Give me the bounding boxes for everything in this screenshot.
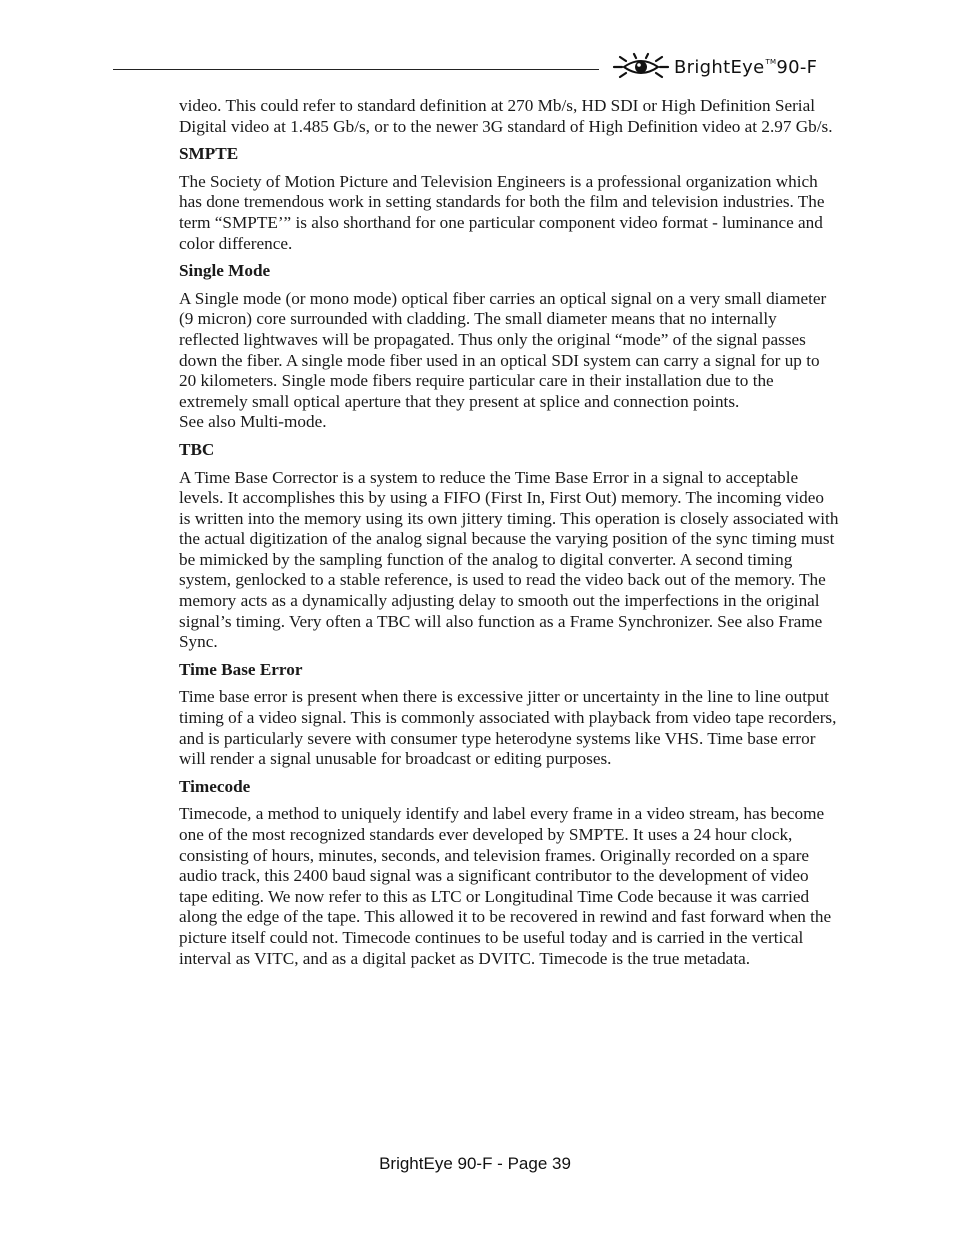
eye-sun-icon xyxy=(612,52,670,82)
term-heading-tbc: TBC xyxy=(179,439,215,459)
header-rule xyxy=(113,69,599,70)
paragraph: video. This could refer to standard definition at 270 Mb/s, HD SDI or High Definition Serial Digital video at 1.485 Gb/s, or to the newer 3G standard of High Definition video at 2.97 Gb/s. xyxy=(179,96,833,136)
glossary-content xyxy=(179,96,839,969)
paragraph: See also Multi-mode. xyxy=(179,412,327,432)
paragraph: A Time Base Corrector is a system to reduce the Time Base Error in a signal to acceptable levels. It accomplishes this by using a FIFO (First In, First Out) memory. The incoming video is written into the memory using its own jittery timing. This operation is closely associated with the actual digitization of the analog signal because the varying position of the sync timing must be mimicked by the sampling function of the analog to digital converter. A second timing system, genlocked to a stable reference, is used to read the video back out of the memory. The memory acts as a dynamically adjusting delay to smooth out the imperfections in the original signal’s timing. Very often a TBC will also function as a Frame Synchronizer. See also Frame Sync. xyxy=(179,467,839,652)
paragraph: The Society of Motion Picture and Television Engineers is a professional organization which has done tremendous work in setting standards for both the film and television industries. The term “SMPTE’” is also shorthand for one particular component video format - luminance and color difference. xyxy=(179,171,825,253)
paragraph: Timecode, a method to uniquely identify and label every frame in a video stream, has become one of the most recognized standards ever developed by SMPTE. It uses a 24 hour clock, consisting of hours, minutes, seconds, and television frames. Originally recorded on a spare audio track, this 2400 baud signal was a significant contributor to the development of video tape editing. We now refer to this as LTC or Longitudinal Time Code because it was carried along the edge of the tape. This allowed it to be recovered in rewind and fast forward when the picture itself could not. Timecode continues to be useful today and is carried in the vertical interval as VITC, and as a digital packet as DVITC. Timecode is the true metadata. xyxy=(179,804,832,968)
paragraph: A Single mode (or mono mode) optical fiber carries an optical signal on a very small diameter (9 micron) core surrounded with cladding. The small diameter means that no internally reflected lightwaves will be propagated. Thus only the original “mode” of the signal passes down the fiber. A single mode fiber used in an optical SDI system can carry a signal for up to 20 kilometers. Single mode fibers require particular care in their installation due to the extremely small optical aperture that they present at splice and connection points. xyxy=(179,288,827,411)
logo-wordmark xyxy=(674,57,817,78)
logo-trademark: TM xyxy=(765,57,777,66)
page-footer xyxy=(0,1154,954,1174)
page-number-label: BrightEye 90-F - Page 39 xyxy=(379,1154,571,1173)
term-heading-time-base-error: Time Base Error xyxy=(179,659,303,679)
term-heading-smpte: SMPTE xyxy=(179,144,239,164)
logo-brand: BrightEye xyxy=(674,56,765,78)
term-heading-timecode: Timecode xyxy=(179,776,251,796)
logo-model: 90-F xyxy=(776,56,818,78)
paragraph: Time base error is present when there is excessive jitter or uncertainty in the line to line output timing of a video signal. This is commonly associated with playback from video tape recorders, and is particularly severe with consumer type heterodyne systems like VHS. Time base error will render a signal unusable for broadcast or editing purposes. xyxy=(179,687,837,769)
brand-logo xyxy=(612,52,817,82)
term-heading-single-mode: Single Mode xyxy=(179,261,271,281)
